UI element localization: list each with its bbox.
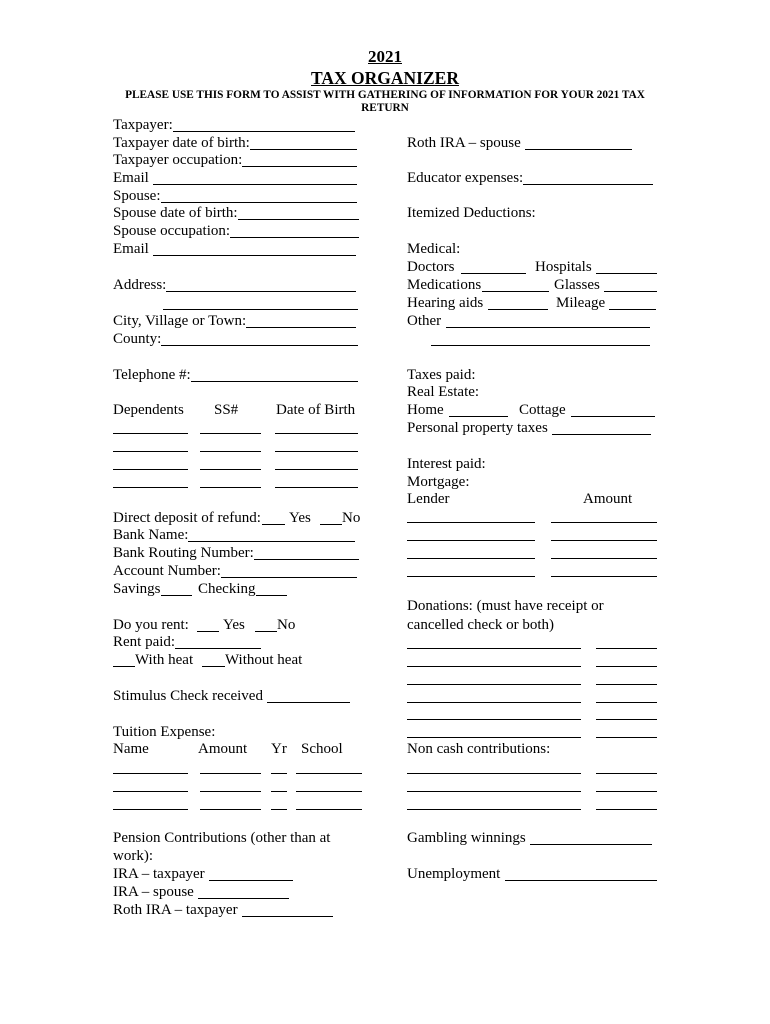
- city-row: [113, 312, 356, 330]
- savings-field[interactable]: [161, 580, 192, 596]
- noncash-description-field[interactable]: [407, 794, 581, 810]
- tuition-title: Tuition Expense:: [113, 724, 216, 740]
- donation-description-field[interactable]: [407, 722, 581, 738]
- tuition-name-field[interactable]: [113, 794, 188, 810]
- donation-amount-field[interactable]: [596, 687, 657, 703]
- tuition-year-field[interactable]: [271, 794, 287, 810]
- account-number-field[interactable]: [221, 562, 357, 578]
- dependent-dob-field[interactable]: [275, 418, 358, 434]
- spouse-dob-field[interactable]: [238, 204, 359, 220]
- dependents-ssn-header: SS#: [214, 402, 239, 418]
- medications-label: Medications: [407, 277, 482, 293]
- hearing-aids-field[interactable]: [488, 294, 548, 310]
- personal-property-taxes-field[interactable]: [552, 419, 651, 435]
- medical-other-field[interactable]: [446, 312, 650, 328]
- dependent-ssn-field[interactable]: [200, 454, 261, 470]
- unemployment-row: [407, 865, 657, 883]
- dependent-dob-field[interactable]: [275, 454, 358, 470]
- noncash-amount-field[interactable]: [596, 758, 657, 774]
- unemployment-field[interactable]: [505, 865, 657, 881]
- spouse-email-row: [113, 240, 356, 258]
- ira-taxpayer-field[interactable]: [209, 865, 293, 881]
- taxpayer-occupation-row: [113, 151, 357, 169]
- taxpayer-row: [113, 116, 355, 134]
- mortgage-lender-field[interactable]: [407, 543, 535, 559]
- spouse-dob-row: [113, 204, 359, 222]
- dependent-name-field[interactable]: [113, 418, 188, 434]
- roth-ira-taxpayer-label: Roth IRA – taxpayer: [113, 902, 238, 918]
- address-line2-field[interactable]: [163, 294, 358, 310]
- home-tax-field[interactable]: [449, 401, 508, 417]
- rent-question-label: Do you rent:: [113, 617, 189, 633]
- mortgage-label: Mortgage:: [407, 474, 470, 490]
- with-heat-field[interactable]: [113, 651, 135, 667]
- tuition-amount-header: Amount: [198, 741, 248, 757]
- donation-description-field[interactable]: [407, 633, 581, 649]
- noncash-description-field[interactable]: [407, 776, 581, 792]
- roth-ira-taxpayer-field[interactable]: [242, 901, 333, 917]
- roth-ira-spouse-label: Roth IRA – spouse: [407, 135, 521, 151]
- bank-name-field[interactable]: [188, 526, 355, 542]
- county-field[interactable]: [161, 330, 358, 346]
- county-label: County:: [113, 331, 162, 347]
- mortgage-amount-field[interactable]: [551, 543, 657, 559]
- dependent-ssn-field[interactable]: [200, 436, 261, 452]
- tuition-school-field[interactable]: [296, 794, 362, 810]
- medications-field[interactable]: [482, 276, 549, 292]
- bank-name-row: [113, 526, 355, 544]
- ira-taxpayer-label: IRA – taxpayer: [113, 866, 205, 882]
- dependent-name-field[interactable]: [113, 436, 188, 452]
- dependents-dob-header: Date of Birth: [276, 402, 356, 418]
- dependent-name-field[interactable]: [113, 454, 188, 470]
- educator-expenses-label: Educator expenses:: [407, 170, 524, 186]
- bank-name-label: Bank Name:: [113, 527, 189, 543]
- taxpayer-dob-row: [113, 134, 357, 152]
- dependent-dob-field[interactable]: [275, 472, 358, 488]
- taxes-paid-title: Taxes paid:: [407, 367, 476, 383]
- taxpayer-label: Taxpayer:: [113, 117, 173, 133]
- tuition-name-field[interactable]: [113, 758, 188, 774]
- telephone-row: [113, 366, 358, 384]
- rent-no-label: No: [277, 617, 296, 633]
- doctors-field[interactable]: [461, 258, 526, 274]
- tuition-school-header: School: [301, 741, 343, 757]
- address-label: Address:: [113, 277, 167, 293]
- donation-amount-field[interactable]: [596, 722, 657, 738]
- rent-yes-label: Yes: [223, 617, 245, 633]
- non-cash-contributions-title: Non cash contributions:: [407, 741, 551, 757]
- direct-deposit-label: Direct deposit of refund:: [113, 510, 261, 526]
- dependent-dob-field[interactable]: [275, 436, 358, 452]
- hospitals-label: Hospitals: [535, 259, 592, 275]
- taxpayer-occupation-label: Taxpayer occupation:: [113, 152, 243, 168]
- tuition-name-header: Name: [113, 741, 149, 757]
- rent-paid-row: [113, 633, 261, 651]
- educator-expenses-row: [407, 169, 653, 187]
- lender-header: Lender: [407, 491, 450, 507]
- donation-amount-field[interactable]: [596, 669, 657, 685]
- mortgage-amount-field[interactable]: [551, 561, 657, 577]
- county-row: [113, 330, 358, 348]
- telephone-label: Telephone #:: [113, 367, 191, 383]
- account-number-row: [113, 562, 357, 580]
- spouse-occupation-row: [113, 222, 359, 240]
- address-row: [113, 276, 356, 294]
- tuition-school-field[interactable]: [296, 776, 362, 792]
- roth-ira-spouse-field[interactable]: [525, 134, 632, 150]
- ira-spouse-label: IRA – spouse: [113, 884, 194, 900]
- dependents-header: Dependents: [113, 402, 184, 418]
- spouse-row: [113, 187, 357, 205]
- ira-spouse-field[interactable]: [198, 883, 289, 899]
- personal-property-taxes-row: [407, 419, 651, 437]
- stimulus-row: [113, 687, 350, 705]
- without-heat-field[interactable]: [202, 651, 225, 667]
- rent-paid-label: Rent paid:: [113, 634, 176, 650]
- spouse-occupation-label: Spouse occupation:: [113, 223, 231, 239]
- mortgage-lender-field[interactable]: [407, 561, 535, 577]
- ira-taxpayer-row: [113, 865, 293, 883]
- mortgage-amount-field[interactable]: [551, 525, 657, 541]
- routing-number-label: Bank Routing Number:: [113, 545, 254, 561]
- donation-amount-field[interactable]: [596, 651, 657, 667]
- taxpayer-email-field[interactable]: [153, 169, 357, 185]
- hearing-aids-label: Hearing aids: [407, 295, 484, 311]
- mileage-field[interactable]: [609, 294, 656, 310]
- direct-deposit-yes-field[interactable]: [262, 509, 285, 525]
- savings-label: Savings: [113, 581, 161, 597]
- tuition-name-field[interactable]: [113, 776, 188, 792]
- tuition-amount-field[interactable]: [200, 794, 261, 810]
- tuition-school-field[interactable]: [296, 758, 362, 774]
- rent-paid-field[interactable]: [175, 633, 261, 649]
- spouse-occupation-field[interactable]: [230, 222, 359, 238]
- taxpayer-email-label: Email: [113, 170, 149, 186]
- mileage-label: Mileage: [556, 295, 606, 311]
- noncash-amount-field[interactable]: [596, 776, 657, 792]
- stimulus-field[interactable]: [267, 687, 350, 703]
- interest-paid-title: Interest paid:: [407, 456, 486, 472]
- donation-description-field[interactable]: [407, 687, 581, 703]
- noncash-description-field[interactable]: [407, 758, 581, 774]
- hospitals-field[interactable]: [596, 258, 657, 274]
- taxpayer-dob-field[interactable]: [250, 134, 357, 150]
- dependent-name-field[interactable]: [113, 472, 188, 488]
- real-estate-label: Real Estate:: [407, 384, 480, 400]
- routing-number-field[interactable]: [254, 544, 359, 560]
- form-instructions: PLEASE USE THIS FORM TO ASSIST WITH GATHERING OF INFORMATION FOR YOUR 2021 TAX: [125, 89, 645, 101]
- donation-description-field[interactable]: [407, 651, 581, 667]
- medical-other-continued-field[interactable]: [431, 330, 650, 346]
- taxpayer-name-field[interactable]: [173, 116, 355, 132]
- tuition-year-field[interactable]: [271, 758, 287, 774]
- donation-description-field[interactable]: [407, 669, 581, 685]
- direct-deposit-yes-label: Yes: [289, 510, 311, 526]
- mortgage-lender-field[interactable]: [407, 507, 535, 523]
- address-line1-field[interactable]: [166, 276, 356, 292]
- form-instructions-continued: RETURN: [361, 102, 409, 114]
- medical-title: Medical:: [407, 241, 461, 257]
- rent-no-field[interactable]: [255, 616, 277, 632]
- stimulus-label: Stimulus Check received: [113, 688, 263, 704]
- rent-yes-field[interactable]: [197, 616, 219, 632]
- roth-ira-spouse-row: [407, 134, 632, 152]
- taxpayer-occupation-field[interactable]: [242, 151, 357, 167]
- glasses-label: Glasses: [554, 277, 600, 293]
- form-title: TAX ORGANIZER: [311, 68, 459, 88]
- donations-title: Donations: (must have receipt or: [407, 598, 604, 614]
- itemized-deductions-title: Itemized Deductions:: [407, 205, 536, 221]
- donations-title-continued: cancelled check or both): [407, 617, 555, 633]
- tuition-amount-field[interactable]: [200, 758, 261, 774]
- without-heat-label: Without heat: [225, 652, 303, 668]
- donation-amount-field[interactable]: [596, 633, 657, 649]
- gambling-winnings-field[interactable]: [530, 829, 652, 845]
- glasses-field[interactable]: [604, 276, 657, 292]
- form-year: 2021: [368, 47, 402, 66]
- interest-amount-header: Amount: [583, 491, 633, 507]
- direct-deposit-no-field[interactable]: [320, 509, 342, 525]
- personal-property-taxes-label: Personal property taxes: [407, 420, 548, 436]
- mortgage-amount-field[interactable]: [551, 507, 657, 523]
- cottage-label: Cottage: [519, 402, 566, 418]
- donation-description-field[interactable]: [407, 704, 581, 720]
- tuition-year-header: Yr: [271, 741, 287, 757]
- checking-field[interactable]: [256, 580, 287, 596]
- dependent-ssn-field[interactable]: [200, 418, 261, 434]
- donation-amount-field[interactable]: [596, 704, 657, 720]
- city-label: City, Village or Town:: [113, 313, 247, 329]
- spouse-label: Spouse:: [113, 188, 161, 204]
- tuition-amount-field[interactable]: [200, 776, 261, 792]
- routing-number-row: [113, 544, 359, 562]
- tuition-year-field[interactable]: [271, 776, 287, 792]
- pension-title-continued: work):: [113, 848, 153, 864]
- spouse-email-label: Email: [113, 241, 149, 257]
- account-number-label: Account Number:: [113, 563, 221, 579]
- doctors-label: Doctors: [407, 259, 455, 275]
- ira-spouse-row: [113, 883, 289, 901]
- noncash-amount-field[interactable]: [596, 794, 657, 810]
- educator-expenses-field[interactable]: [523, 169, 653, 185]
- direct-deposit-no-label: No: [342, 510, 361, 526]
- taxpayer-dob-label: Taxpayer date of birth:: [113, 135, 250, 151]
- unemployment-label: Unemployment: [407, 866, 501, 882]
- taxpayer-email-row: [113, 169, 357, 187]
- roth-ira-taxpayer-row: [113, 901, 333, 919]
- spouse-dob-label: Spouse date of birth:: [113, 205, 238, 221]
- home-label: Home: [407, 402, 444, 418]
- medical-other-label: Other: [407, 313, 442, 329]
- cottage-tax-field[interactable]: [571, 401, 655, 417]
- pension-title: Pension Contributions (other than at: [113, 830, 331, 846]
- spouse-name-field[interactable]: [161, 187, 357, 203]
- telephone-field[interactable]: [191, 366, 358, 382]
- spouse-email-field[interactable]: [153, 240, 356, 256]
- checking-label: Checking: [198, 581, 256, 597]
- mortgage-lender-field[interactable]: [407, 525, 535, 541]
- gambling-winnings-row: [407, 829, 652, 847]
- with-heat-label: With heat: [135, 652, 194, 668]
- medical-other-row: [407, 312, 650, 330]
- city-field[interactable]: [246, 312, 356, 328]
- dependent-ssn-field[interactable]: [200, 472, 261, 488]
- gambling-winnings-label: Gambling winnings: [407, 830, 526, 846]
